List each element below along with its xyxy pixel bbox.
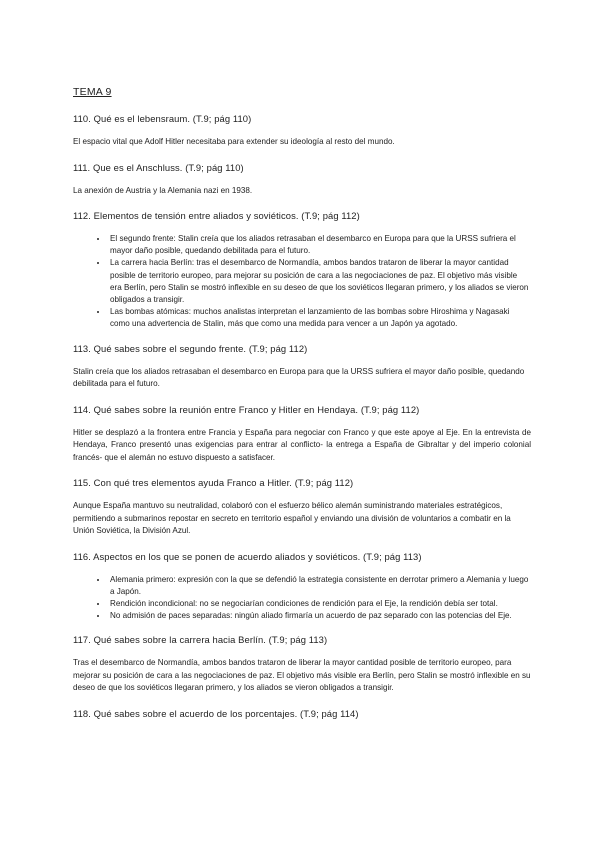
question-118: 118. Qué sabes sobre el acuerdo de los porcentajes. (T.9; pág 114) <box>73 707 359 719</box>
answer-117: Tras el desembarco de Normandía, ambos bandos trataron de liberar la mayor cantidad posible de territorio europeo, para mejorar su posición de cara a las negociaciones de paz. El objetivo más visible era Berlín, pero Stalin se mostró inflexible en su deseo de que los soviéticos llegaran primero, y los aliados se vieron obligados a transigir. <box>73 658 531 693</box>
answer-111: La anexión de Austria y la Alemania nazi en 1938. <box>73 185 253 195</box>
list-item: • Alemania primero: expresión con la que se defendió la estrategia consistente en derrotar primero a Alemania y luego a Japón. <box>108 574 531 598</box>
question-112: 112. Elementos de tensión entre aliados y soviéticos. (T.9; pág 112) <box>73 210 360 221</box>
list-item: • Las bombas atómicas: muchos analistas interpretan el lanzamiento de las bombas sobre Hiroshima y Nagasaki como una advertencia de Stalin, más que como una medida para vencer a un Japón ya agotado. <box>108 306 531 330</box>
answer-115: Aunque España mantuvo su neutralidad, colaboró con el esfuerzo bélico alemán suministrando materiales estratégicos, permitiendo a submarinos repostar en secreto en territorio español y enviando una división de voluntarios a combatir en la Unión Soviética, la División Azul. <box>73 501 511 536</box>
question-110: 110. Qué es el lebensraum. (T.9; pág 110) <box>73 113 252 124</box>
list-item: • La carrera hacia Berlín: tras el desembarco de Normandía, ambos bandos trataron de liberar la mayor cantidad posible de territorio europeo, para mejorar su posición de cara a las negociaciones de paz. El objetivo más visible era Berlín, pero Stalin se mostró inflexible en su deseo de que los soviéticos llegaran primero, y los aliados se vieron obligados a transigir. <box>108 257 531 306</box>
document-page <box>73 86 531 731</box>
question-117: 117. Qué sabes sobre la carrera hacia Berlín. (T.9; pág 113) <box>73 634 328 646</box>
answer-110: El espacio vital que Adolf Hitler necesitaba para extender su ideología al resto del mundo. <box>73 137 395 146</box>
question-113: 113. Qué sabes sobre el segundo frente. (T.9; pág 112) <box>73 342 308 354</box>
question-111: 111. Que es el Anschluss. (T.9; pág 110) <box>73 161 244 173</box>
question-115: 115. Con qué tres elementos ayuda Franco a Hitler. (T.9; pág 112) <box>73 477 354 489</box>
bullet-list-116 <box>73 574 531 623</box>
list-item: • Rendición incondicional: no se negociarían condiciones de rendición para el Eje, la rendición debía ser total. <box>108 598 531 610</box>
page-title: TEMA 9 <box>73 86 112 98</box>
question-114: 114. Qué sabes sobre la reunión entre Franco y Hitler en Hendaya. (T.9; pág 112) <box>73 403 420 415</box>
bullet-list-112 <box>73 233 531 331</box>
answer-114: Hitler se desplazó a la frontera entre Francia y España para negociar con Franco y que este apoye al Eje. En la entrevista de Hendaya, Franco presentó unas exigencias para entrar al conflicto- la entrega a España de Gibraltar y del imperio colonial francés- que el alemán no estuvo dispuesto a satisfacer. <box>73 427 531 462</box>
list-item: • No admisión de paces separadas: ningún aliado firmaría un acuerdo de paz separado con las potencias del Eje. <box>108 610 531 622</box>
question-116: 116. Aspectos en los que se ponen de acuerdo aliados y soviéticos. (T.9; pág 113) <box>73 550 422 562</box>
answer-113: Stalin creía que los aliados retrasaban el desembarco en Europa para que la URSS sufriera el mayor daño posible, quedando debilitada para el futuro. <box>73 366 525 389</box>
list-item: • El segundo frente: Stalin creía que los aliados retrasaban el desembarco en Europa para que la URSS sufriera el mayor daño posible, quedando debilitada para el futuro. <box>108 233 531 257</box>
